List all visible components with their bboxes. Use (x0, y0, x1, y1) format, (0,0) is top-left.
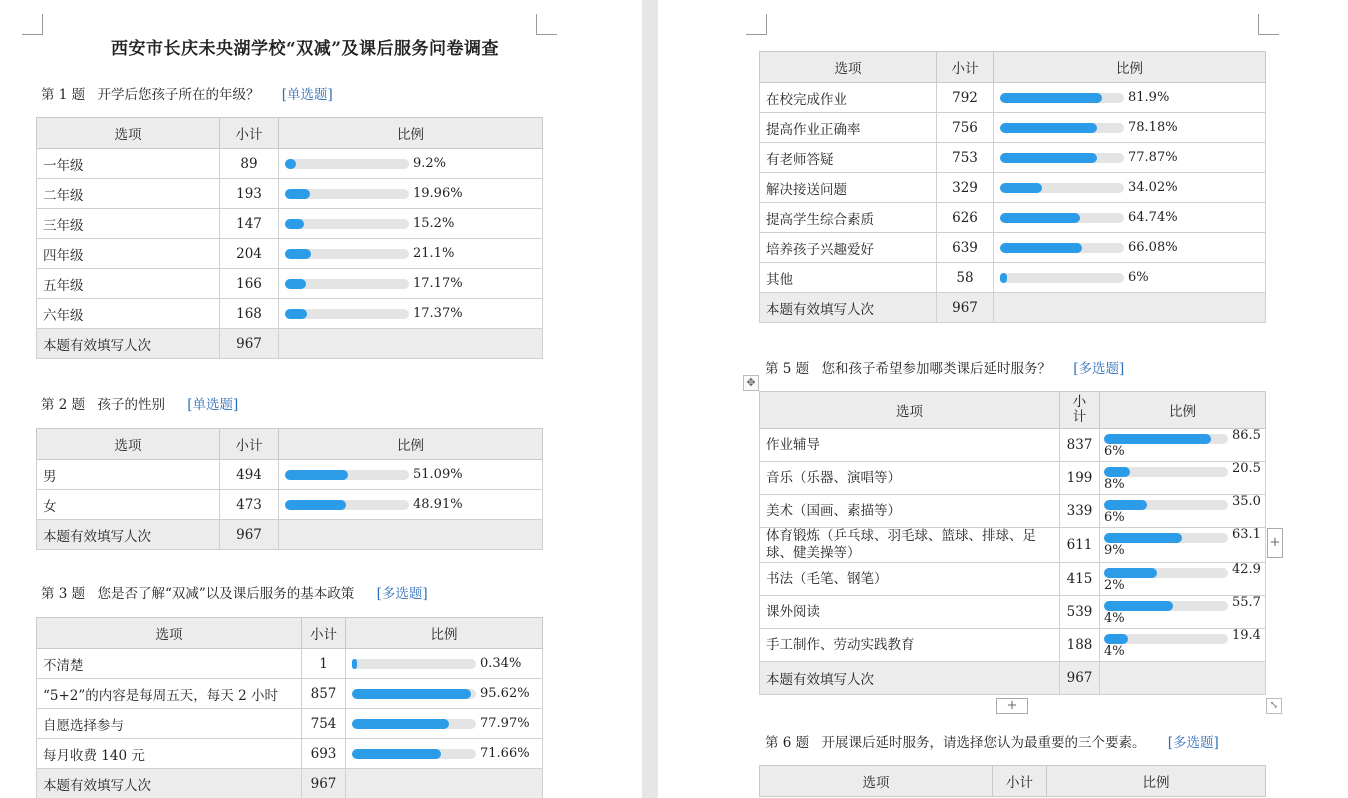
ratio-fill (1000, 153, 1097, 163)
option-ratio (994, 143, 1266, 173)
ratio-track (285, 500, 409, 510)
option-ratio (1100, 563, 1266, 596)
ratio-fill (1000, 273, 1007, 283)
ratio-fill (1000, 183, 1042, 193)
ratio-percent-text-wrap: 2% (1104, 578, 1125, 593)
ratio-fill (1104, 434, 1211, 444)
ratio-track (1000, 243, 1124, 253)
ratio-track (285, 309, 409, 319)
total-count: 967 (937, 293, 994, 323)
ratio-track (285, 279, 409, 289)
ratio-track (285, 159, 409, 169)
option-label: 其他 (760, 263, 937, 293)
header-option: 选项 (760, 52, 937, 83)
question-number: 第 5 题 (765, 361, 810, 377)
header-ratio: 比例 (994, 52, 1266, 83)
ratio-percent-text: 66.08% (1128, 240, 1178, 255)
total-count: 967 (220, 520, 279, 550)
question-text: 您是否了解“双减”以及课后服务的基本政策 (97, 586, 355, 602)
option-label: 音乐（乐器、演唱等） (760, 462, 1060, 495)
option-ratio (279, 299, 543, 329)
question-4-table (759, 51, 1266, 323)
document-title: 西安市长庆未央湖学校“双减”及课后服务问卷调查 (110, 39, 500, 59)
ratio-track (352, 749, 476, 759)
table-row (760, 233, 1266, 263)
ratio-fill (285, 219, 304, 229)
option-label: 一年级 (37, 149, 220, 179)
question-type-link[interactable]: [多选题] (1073, 361, 1125, 377)
question-6-heading (765, 731, 1219, 751)
option-ratio (279, 179, 543, 209)
ratio-percent-text: 64.74% (1128, 210, 1178, 225)
ratio-bar (1104, 429, 1261, 461)
ratio-bar (1104, 462, 1261, 494)
table-row (760, 173, 1266, 203)
ratio-percent-text: 42.9 (1232, 562, 1261, 577)
option-count: 199 (1060, 462, 1100, 495)
table-move-handle[interactable]: ✥ (743, 375, 759, 391)
ratio-percent-text: 77.97% (480, 716, 530, 731)
option-ratio (1100, 528, 1266, 563)
header-ratio: 比例 (346, 618, 543, 649)
total-row (760, 293, 1266, 323)
ratio-fill (352, 719, 449, 729)
ratio-fill (1104, 500, 1147, 510)
ratio-bar (285, 306, 536, 321)
header-count: 小计 (302, 618, 346, 649)
table-row (760, 528, 1266, 563)
total-ratio-empty (279, 520, 543, 550)
ratio-percent-text: 17.37% (413, 306, 463, 321)
ratio-fill (352, 749, 441, 759)
ratio-fill (285, 189, 310, 199)
ratio-track (1104, 500, 1228, 510)
total-label: 本题有效填写人次 (37, 769, 302, 798)
table-row (760, 263, 1266, 293)
ratio-bar (352, 686, 536, 701)
option-label: 有老师答疑 (760, 143, 937, 173)
ratio-fill (1104, 634, 1128, 644)
page-corner-mark (536, 14, 557, 35)
question-3-heading (41, 582, 428, 602)
ratio-percent-text: 71.66% (480, 746, 530, 761)
option-label: 培养孩子兴趣爱好 (760, 233, 937, 263)
ratio-percent-text: 19.4 (1232, 628, 1261, 643)
option-count: 753 (937, 143, 994, 173)
ratio-bar (285, 497, 536, 512)
ratio-bar (1000, 180, 1259, 195)
option-count: 204 (220, 239, 279, 269)
table-row (37, 460, 543, 490)
ratio-bar (285, 467, 536, 482)
table-row (760, 462, 1266, 495)
ratio-percent-text: 34.02% (1128, 180, 1178, 195)
ratio-percent-text-wrap: 4% (1104, 611, 1125, 626)
option-count: 494 (220, 460, 279, 490)
ratio-track (285, 249, 409, 259)
option-ratio (994, 113, 1266, 143)
table-row (37, 649, 543, 679)
option-count: 339 (1060, 495, 1100, 528)
ratio-track (1000, 273, 1124, 283)
option-ratio (279, 460, 543, 490)
ratio-bar (285, 156, 536, 171)
total-label: 本题有效填写人次 (760, 293, 937, 323)
option-label: 三年级 (37, 209, 220, 239)
ratio-track (352, 719, 476, 729)
ratio-bar (285, 216, 536, 231)
ratio-track (1104, 533, 1228, 543)
option-count: 693 (302, 739, 346, 769)
option-ratio (279, 269, 543, 299)
ratio-percent-text: 21.1% (413, 246, 455, 261)
ratio-bar (352, 716, 536, 731)
option-label: 提高作业正确率 (760, 113, 937, 143)
table-row (37, 179, 543, 209)
ratio-track (285, 470, 409, 480)
question-5-table (759, 391, 1266, 695)
question-number: 第 2 题 (41, 397, 86, 413)
ratio-track (1000, 93, 1124, 103)
ratio-percent-text: 20.5 (1232, 461, 1261, 476)
table-row (760, 495, 1266, 528)
ratio-track (1104, 634, 1228, 644)
ratio-bar (1104, 495, 1261, 527)
ratio-percent-text-wrap: 6% (1104, 510, 1125, 525)
ratio-percent-text: 0.34% (480, 656, 522, 671)
ratio-fill (352, 659, 357, 669)
total-row (37, 520, 543, 550)
ratio-fill (1104, 467, 1130, 477)
header-count: 小 计 (1060, 392, 1100, 429)
question-2-table (36, 428, 543, 550)
add-row-button[interactable]: + (996, 698, 1028, 714)
ratio-bar (352, 746, 536, 761)
ratio-bar (1104, 629, 1261, 661)
table-row (37, 299, 543, 329)
option-count: 857 (302, 679, 346, 709)
option-label: 自愿选择参与 (37, 709, 302, 739)
ratio-bar (1000, 240, 1259, 255)
table-row (760, 83, 1266, 113)
ratio-track (1000, 213, 1124, 223)
ratio-track (1000, 183, 1124, 193)
table-row (37, 490, 543, 520)
ratio-bar (1000, 210, 1259, 225)
ratio-fill (352, 689, 471, 699)
ratio-track (1000, 123, 1124, 133)
option-ratio (1100, 429, 1266, 462)
ratio-track (1104, 434, 1228, 444)
option-count: 756 (937, 113, 994, 143)
ratio-percent-text: 78.18% (1128, 120, 1178, 135)
option-ratio (346, 709, 543, 739)
add-column-button[interactable]: + (1267, 528, 1283, 558)
question-6-table (759, 765, 1266, 797)
question-text: 开学后您孩子所在的年级？ (97, 87, 260, 103)
question-1-heading (41, 83, 333, 103)
question-1-table (36, 117, 543, 359)
ratio-percent-text-wrap: 4% (1104, 644, 1125, 659)
ratio-fill (1000, 93, 1102, 103)
option-label: 作业辅导 (760, 429, 1060, 462)
question-type-link[interactable]: [多选题] (376, 586, 428, 602)
option-count: 193 (220, 179, 279, 209)
header-option: 选项 (37, 429, 220, 460)
option-count: 147 (220, 209, 279, 239)
table-row (760, 596, 1266, 629)
ratio-bar (1000, 90, 1259, 105)
ratio-fill (1104, 568, 1157, 578)
option-label: 美术（国画、素描等） (760, 495, 1060, 528)
ratio-bar (1000, 270, 1259, 285)
ratio-track (285, 219, 409, 229)
ratio-track (1104, 467, 1228, 477)
option-count: 473 (220, 490, 279, 520)
option-ratio (346, 649, 543, 679)
ratio-bar (1104, 563, 1261, 595)
option-ratio (346, 679, 543, 709)
ratio-fill (1104, 601, 1173, 611)
total-ratio-empty (346, 769, 543, 798)
page-corner-mark (746, 14, 767, 35)
ratio-fill (1104, 533, 1182, 543)
option-ratio (994, 173, 1266, 203)
header-ratio: 比例 (279, 429, 543, 460)
ratio-track (352, 689, 476, 699)
option-count: 1 (302, 649, 346, 679)
total-ratio-empty (1100, 662, 1266, 695)
header-count: 小计 (993, 766, 1047, 797)
option-label: 不清楚 (37, 649, 302, 679)
option-ratio (1100, 495, 1266, 528)
table-row (760, 563, 1266, 596)
table-row (37, 149, 543, 179)
ratio-percent-text: 95.62% (480, 686, 530, 701)
ratio-fill (285, 309, 307, 319)
ratio-track (1104, 568, 1228, 578)
question-type-link[interactable]: [多选题] (1167, 735, 1219, 751)
table-row (37, 739, 543, 769)
ratio-percent-text: 17.17% (413, 276, 463, 291)
ratio-percent-text: 55.7 (1232, 595, 1261, 610)
table-row (37, 239, 543, 269)
option-label: 男 (37, 460, 220, 490)
ratio-fill (1000, 243, 1082, 253)
option-count: 539 (1060, 596, 1100, 629)
table-row (37, 209, 543, 239)
option-ratio (346, 739, 543, 769)
option-label: 提高学生综合素质 (760, 203, 937, 233)
total-row (760, 662, 1266, 695)
ratio-bar (1000, 120, 1259, 135)
option-label: 书法（毛笔、钢笔） (760, 563, 1060, 596)
header-option: 选项 (37, 618, 302, 649)
ratio-fill (1000, 213, 1080, 223)
header-ratio: 比例 (1100, 392, 1266, 429)
option-label: 六年级 (37, 299, 220, 329)
document-page-left (0, 0, 642, 798)
total-row (37, 329, 543, 359)
option-label: 手工制作、劳动实践教育 (760, 629, 1060, 662)
question-text: 您和孩子希望参加哪类课后延时服务？ (821, 361, 1051, 377)
option-count: 415 (1060, 563, 1100, 596)
ratio-bar (1104, 596, 1261, 628)
total-label: 本题有效填写人次 (37, 520, 220, 550)
ratio-percent-text: 15.2% (413, 216, 455, 231)
table-row (760, 429, 1266, 462)
option-label: 体育锻炼（乒乓球、羽毛球、篮球、排球、足球、健美操等） (760, 528, 1060, 563)
option-ratio (994, 233, 1266, 263)
option-count: 89 (220, 149, 279, 179)
ratio-track (1000, 153, 1124, 163)
option-ratio (1100, 596, 1266, 629)
option-count: 329 (937, 173, 994, 203)
option-label: 解决接送问题 (760, 173, 937, 203)
option-label: 二年级 (37, 179, 220, 209)
option-label: 女 (37, 490, 220, 520)
ratio-track (352, 659, 476, 669)
total-label: 本题有效填写人次 (760, 662, 1060, 695)
option-label: 每月收费 140 元 (37, 739, 302, 769)
option-count: 639 (937, 233, 994, 263)
ratio-percent-text-wrap: 8% (1104, 477, 1125, 492)
option-label: 五年级 (37, 269, 220, 299)
option-label: “5+2”的内容是每周五天，每天 2 小时 (37, 679, 302, 709)
question-2-heading (41, 393, 238, 413)
header-option: 选项 (760, 392, 1060, 429)
ratio-percent-text: 9.2% (413, 156, 447, 171)
header-option: 选项 (37, 118, 220, 149)
total-ratio-empty (279, 329, 543, 359)
ratio-percent-text: 63.1 (1232, 527, 1261, 542)
total-count: 967 (302, 769, 346, 798)
ratio-percent-text: 86.5 (1232, 428, 1261, 443)
ratio-bar (285, 186, 536, 201)
option-count: 611 (1060, 528, 1100, 563)
table-row (760, 143, 1266, 173)
ratio-percent-text: 6% (1128, 270, 1149, 285)
ratio-fill (285, 470, 348, 480)
ratio-bar (1000, 150, 1259, 165)
header-count: 小计 (220, 118, 279, 149)
option-label: 在校完成作业 (760, 83, 937, 113)
header-option: 选项 (760, 766, 993, 797)
total-label: 本题有效填写人次 (37, 329, 220, 359)
table-row (760, 113, 1266, 143)
total-row (37, 769, 543, 798)
ratio-track (285, 189, 409, 199)
question-3-table (36, 617, 543, 798)
total-count: 967 (1060, 662, 1100, 695)
header-ratio: 比例 (279, 118, 543, 149)
question-number: 第 6 题 (765, 735, 810, 751)
option-count: 626 (937, 203, 994, 233)
header-count: 小计 (220, 429, 279, 460)
header-count: 小计 (937, 52, 994, 83)
table-row (37, 269, 543, 299)
option-count: 58 (937, 263, 994, 293)
question-5-heading (765, 357, 1124, 377)
option-count: 168 (220, 299, 279, 329)
option-ratio (994, 203, 1266, 233)
ratio-percent-text-wrap: 6% (1104, 444, 1125, 459)
ratio-percent-text: 19.96% (413, 186, 463, 201)
question-text: 孩子的性别 (97, 397, 165, 413)
option-ratio (1100, 629, 1266, 662)
option-ratio (994, 83, 1266, 113)
ratio-percent-text: 77.87% (1128, 150, 1178, 165)
option-ratio (279, 209, 543, 239)
option-count: 754 (302, 709, 346, 739)
table-row (760, 203, 1266, 233)
option-ratio (1100, 462, 1266, 495)
option-ratio (279, 239, 543, 269)
question-type-link[interactable]: [单选题] (281, 87, 333, 103)
ratio-percent-text-wrap: 9% (1104, 543, 1125, 558)
ratio-percent-text: 81.9% (1128, 90, 1170, 105)
question-type-link[interactable]: [单选题] (187, 397, 239, 413)
page-corner-mark (22, 14, 43, 35)
ratio-percent-text: 51.09% (413, 467, 463, 482)
header-ratio: 比例 (1047, 766, 1266, 797)
option-count: 792 (937, 83, 994, 113)
ratio-fill (285, 249, 311, 259)
option-count: 188 (1060, 629, 1100, 662)
table-row (760, 629, 1266, 662)
option-count: 166 (220, 269, 279, 299)
question-text: 开展课后延时服务，请选择您认为最重要的三个要素。 (821, 735, 1146, 751)
ratio-bar (1104, 528, 1261, 560)
option-label: 课外阅读 (760, 596, 1060, 629)
ratio-fill (285, 279, 306, 289)
table-resize-handle[interactable]: ⤡ (1266, 698, 1282, 714)
option-ratio (279, 490, 543, 520)
option-ratio (279, 149, 543, 179)
ratio-percent-text: 48.91% (413, 497, 463, 512)
ratio-percent-text: 35.0 (1232, 494, 1261, 509)
total-count: 967 (220, 329, 279, 359)
table-row (37, 709, 543, 739)
ratio-fill (285, 500, 346, 510)
option-count: 837 (1060, 429, 1100, 462)
question-number: 第 1 题 (41, 87, 86, 103)
ratio-bar (352, 656, 536, 671)
option-ratio (994, 263, 1266, 293)
ratio-fill (285, 159, 296, 169)
page-corner-mark (1258, 14, 1279, 35)
question-number: 第 3 题 (41, 586, 86, 602)
option-label: 四年级 (37, 239, 220, 269)
table-row (37, 679, 543, 709)
ratio-fill (1000, 123, 1097, 133)
ratio-bar (285, 246, 536, 261)
ratio-bar (285, 276, 536, 291)
ratio-track (1104, 601, 1228, 611)
total-ratio-empty (994, 293, 1266, 323)
